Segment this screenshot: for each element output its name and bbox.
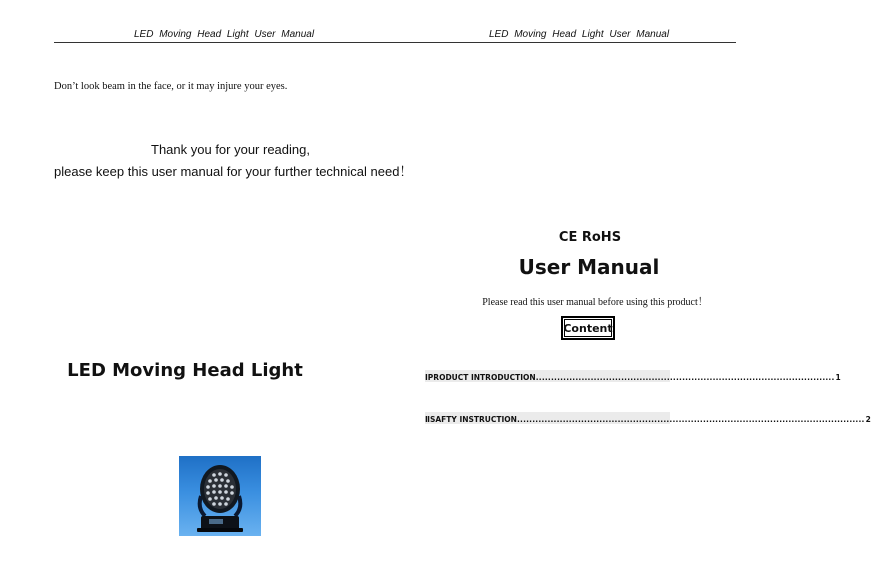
header-divider <box>54 42 736 43</box>
product-title: LED Moving Head Light <box>67 360 303 381</box>
moving-head-light-icon <box>179 456 261 536</box>
toc-page-number: 2 <box>865 415 871 424</box>
toc-label: PRODUCT INTRODUCTION <box>427 373 536 382</box>
toc-entry-product-introduction[interactable] <box>425 370 841 382</box>
toc-label: SAFTY INSTRUCTION <box>429 415 517 424</box>
eye-warning-text: Don’t look beam in the face, or it may injure your eyes. <box>54 81 288 92</box>
thanks-line-2: please keep this user manual for your further technical need！ <box>54 164 413 179</box>
toc-entry-safty-instruction[interactable] <box>425 412 871 424</box>
read-instruction-text: Please read this user manual before using this product！ <box>482 297 708 308</box>
toc-page-number: 1 <box>835 373 841 382</box>
toc-numeral: Ⅱ <box>425 415 430 424</box>
left-header-title: LED Moving Head Light User Manual <box>134 29 315 40</box>
manual-title: User Manual <box>518 255 660 279</box>
moving-head-light-image <box>179 456 261 536</box>
toc-dot-leader: .................................................................................................. <box>535 373 835 382</box>
right-header-title: LED Moving Head Light User Manual <box>489 29 670 40</box>
toc-dot-leader: .................................................................................................................. <box>516 415 865 424</box>
thanks-line-1: Thank you for your reading, <box>151 142 310 157</box>
certification-label: CE RoHS <box>558 230 622 245</box>
content-heading <box>562 317 614 339</box>
content-heading-label: Content <box>563 321 613 335</box>
toc-numeral: Ⅰ <box>425 373 428 382</box>
